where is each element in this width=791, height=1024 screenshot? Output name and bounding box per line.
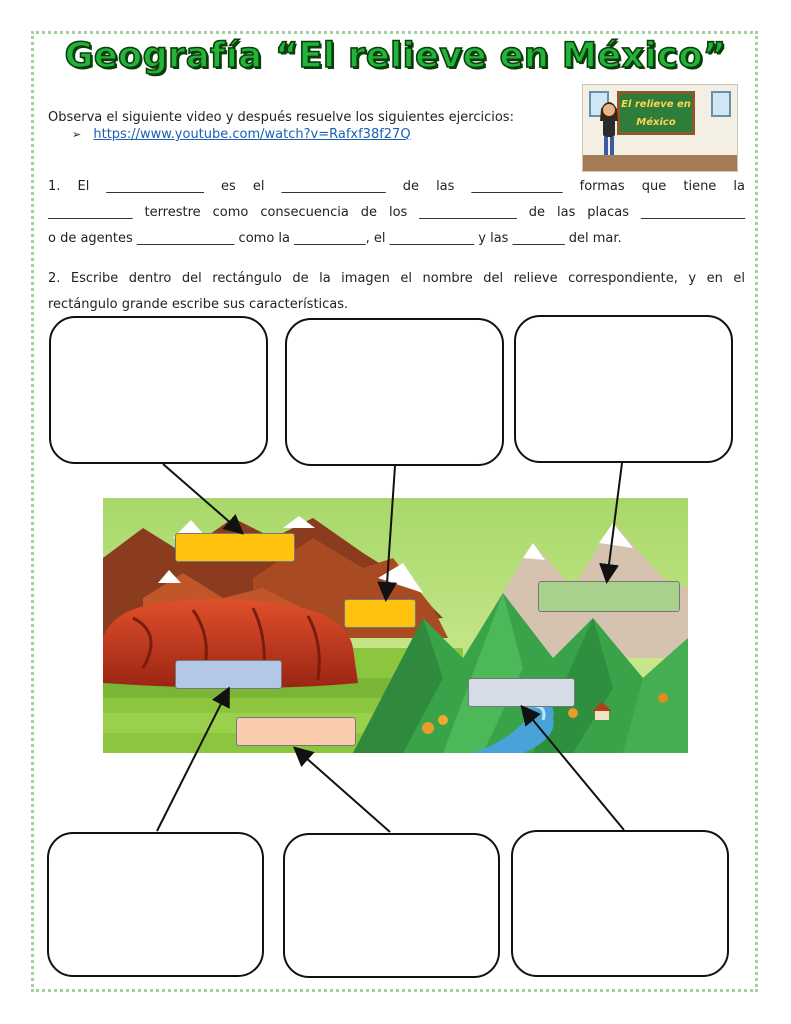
arrow-line: [523, 708, 624, 830]
instructions-text: Observa el siguiente video y después resuelve los siguientes ejercicios:: [48, 110, 514, 125]
thumbnail-title-line1: El relieve en: [621, 99, 691, 110]
exercise2-line1: 2. Escribe dentro del rectángulo de la imagen el nombre del relieve correspondiente, y en el: [48, 271, 745, 286]
arrow-line: [157, 690, 228, 831]
exercise2-line2: rectángulo grande escribe sus características.: [48, 297, 349, 312]
exercise1-line2: _____________ terrestre como consecuencia de los _______________ de las placas ________________: [48, 205, 745, 220]
exercise1-line3: o de agentes _______________ como la ___________, el _____________ y las ________ del mar.: [48, 231, 622, 246]
arrow-line: [607, 463, 622, 580]
arrow-line: [386, 466, 395, 598]
bullet-arrow-icon: ➢: [72, 128, 82, 141]
arrow-line: [163, 464, 241, 532]
arrow-line: [296, 749, 390, 832]
page-title: Geografía “El relieve en México”: [64, 36, 727, 76]
thumbnail-title-line2: México: [636, 117, 676, 128]
video-link[interactable]: https://www.youtube.com/watch?v=Rafxf38f27Q: [93, 127, 411, 142]
exercise1-line1: 1. El _______________ es el ________________ de las ______________ formas que tiene la: [48, 179, 745, 194]
